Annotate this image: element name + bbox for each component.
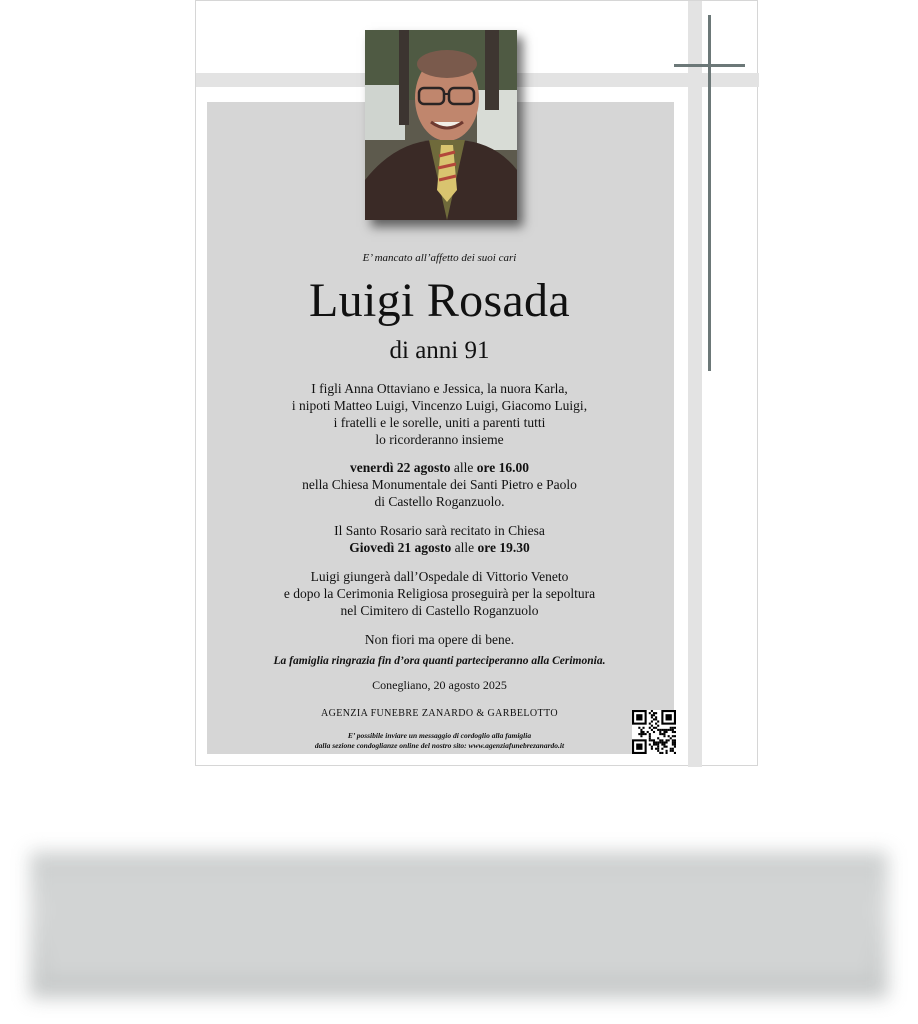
rosary-time: ore 19.30 [477,540,530,555]
page-reflection [30,852,888,998]
cross-icon [708,15,711,371]
reflection-inner [48,874,870,976]
note-line: E’ possibile inviare un messaggio di cordoglio alla famiglia [347,731,532,740]
hospital-paragraph [206,568,673,619]
intro-line: E’ mancato all’affetto dei suoi cari [362,252,517,264]
place-date: Conegliano, 20 agosto 2025 [372,678,507,692]
family-line: I figli Anna Ottaviano e Jessica, la nuora Karla, [311,381,568,396]
portrait-photo [365,30,517,220]
condolence-note [206,731,673,751]
hospital-line: e dopo la Cerimonia Religiosa proseguirà per la sepoltura [283,586,596,601]
rosary-connector: alle [451,540,478,555]
funeral-paragraph [206,459,673,510]
funeral-church: nella Chiesa Monumentale dei Santi Pietro e Paolo [302,477,577,492]
note-line: dalla sezione condoglianze online del nostro sito: www.agenziafunebrezanardo.it [314,741,565,750]
rosary-paragraph [206,522,673,556]
rosary-date: Giovedì 21 agosto [349,540,452,555]
funeral-time: ore 16.00 [476,460,529,475]
funeral-location: di Castello Roganzuolo. [374,494,505,509]
thanks-line: La famiglia ringrazia fin d’ora quanti parteciperanno alla Cerimonia. [273,655,606,667]
funeral-connector: alle [450,460,477,475]
family-line: lo ricorderanno insieme [375,432,504,447]
flowers-line: Non fiori ma opere di bene. [364,632,515,647]
hospital-line: nel Cimitero di Castello Roganzuolo [340,603,539,618]
family-line: i nipoti Matteo Luigi, Vincenzo Luigi, Giacomo Luigi, [291,398,588,413]
funeral-date: venerdì 22 agosto [350,460,451,475]
vertical-band [688,1,702,767]
deceased-name: Luigi Rosada [309,274,570,327]
age-line: di anni 91 [389,337,490,364]
rosary-line: Il Santo Rosario sarà recitato in Chiesa [334,523,545,538]
funeral-datetime [206,459,673,476]
rosary-datetime [206,539,673,556]
agency-name: AGENZIA FUNEBRE ZANARDO & GARBELOTTO [321,708,558,719]
hospital-line: Luigi giungerà dall’Ospedale di Vittorio Veneto [310,569,569,584]
family-line: i fratelli e le sorelle, uniti a parenti tutti [333,415,546,430]
family-paragraph [206,380,673,448]
cross-arm [674,64,745,67]
